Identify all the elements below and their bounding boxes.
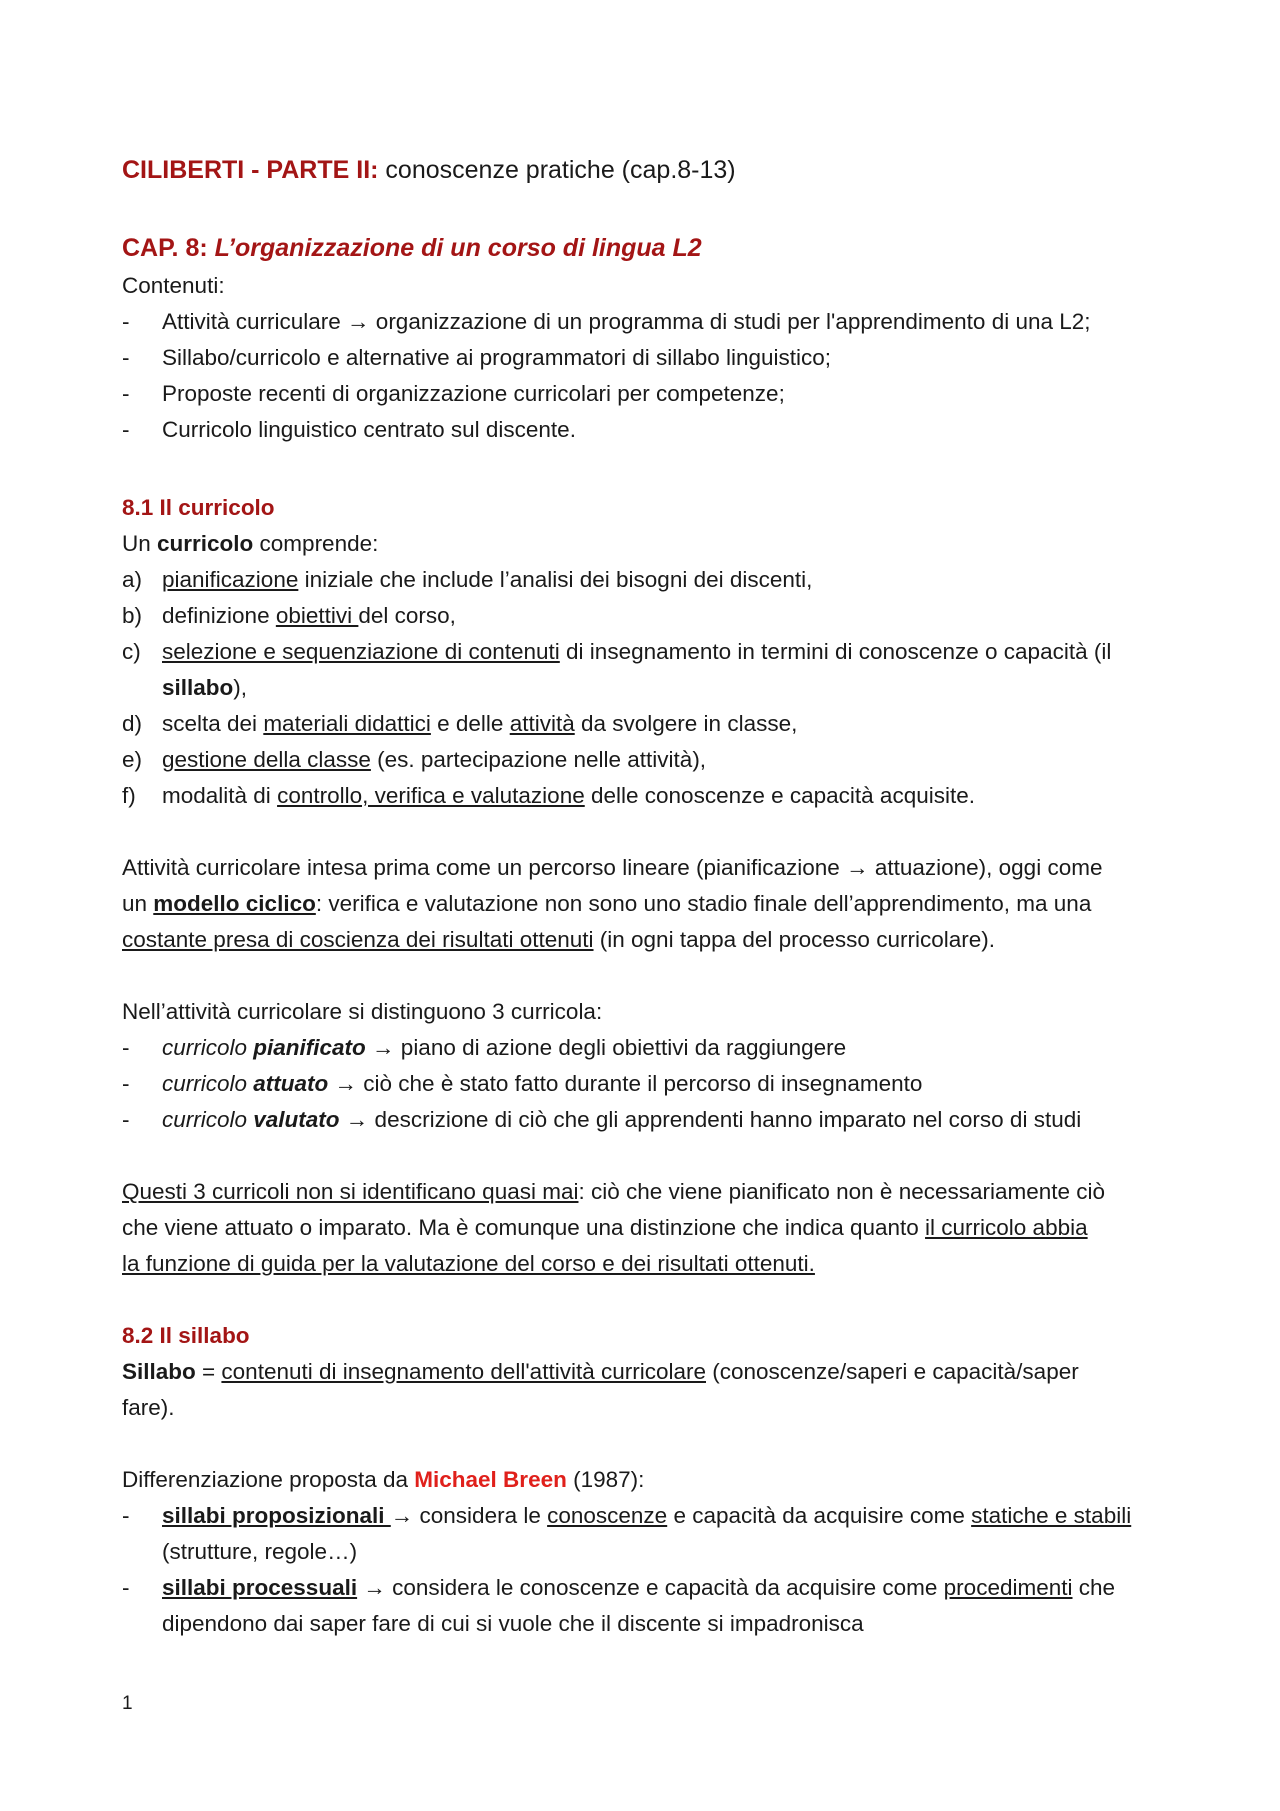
breen-block: Differenziazione proposta da Michael Breen (1987): - sillabi proposizionali → considera le conoscenze e capacità da acquisire come statiche e stabili (strutture, regole…) - sillabi processuali → considera le conoscenze e capacità da acquisire come procedimenti che dipendono dai saper fare di cui si vuole che il discente si impadronisca bbox=[122, 1462, 1167, 1642]
paragraph-curricola: Nell’attività curricolare si distinguono 3 curricola: - curricolo pianificato → piano di azione degli obiettivi da raggiungere - curricolo attuato → ciò che è stato fatto durante il percorso di insegnamento - curricolo valutato → descrizione di ciò che gli apprendenti hanno imparato nel corso di studi bbox=[122, 994, 1167, 1138]
list-item-continuation: dipendono dai saper fare di cui si vuole che il discente si impadronisca bbox=[162, 1611, 864, 1636]
section-heading: 8.1 Il curricolo bbox=[122, 495, 275, 520]
list-item-continuation: (strutture, regole…) bbox=[162, 1539, 358, 1564]
section-8-1 bbox=[122, 490, 1167, 814]
list-item: - curricolo attuato → ciò che è stato fatto durante il percorso di insegnamento bbox=[122, 1071, 923, 1096]
list-item-continuation: sillabo), bbox=[162, 675, 248, 700]
list-item: b) definizione obiettivi del corso, bbox=[122, 603, 456, 628]
list-item: c) selezione e sequenziazione di contenuti di insegnamento in termini di conoscenze o capacità (il bbox=[122, 639, 1112, 664]
section-heading: 8.2 Il sillabo bbox=[122, 1323, 250, 1348]
paragraph-identificano: Questi 3 curricoli non si identificano quasi mai: ciò che viene pianificato non è necessariamente ciò che viene attuato o imparato. Ma è comunque una distinzione che indica quanto il curricolo abbia la funzione di guida per la valutazione del corso e dei risultati ottenuti. bbox=[122, 1179, 1106, 1276]
list-item: d) scelta dei materiali didattici e delle attività da svolgere in classe, bbox=[122, 711, 798, 736]
list-item: - sillabi processuali → considera le conoscenze e capacità da acquisire come procedimenti che bbox=[122, 1575, 1116, 1600]
contents-label: Contenuti: bbox=[122, 273, 225, 298]
curricolo-intro: Un curricolo comprende: bbox=[122, 531, 379, 556]
sillabo-definition: Sillabo = contenuti di insegnamento dell'attività curricolare (conoscenze/saperi e capacità/saper bbox=[122, 1359, 1079, 1384]
list-item: - Proposte recenti di organizzazione curricolari per competenze; bbox=[122, 381, 785, 406]
section-8-2: 8.2 Il sillabo Sillabo = contenuti di insegnamento dell'attività curricolare (conoscenze/saperi e capacità/saper fare). bbox=[122, 1318, 1167, 1426]
list-item: a) pianificazione iniziale che include l’analisi dei bisogni dei discenti, bbox=[122, 567, 813, 592]
document-title: CILIBERTI - PARTE II: conoscenze pratiche (cap.8-13) bbox=[122, 156, 736, 184]
list-item: e) gestione della classe (es. partecipazione nelle attività), bbox=[122, 747, 707, 772]
paragraph-ciclico: Attività curricolare intesa prima come un percorso lineare (pianificazione → attuazione), oggi come un modello ciclico: verifica e valutazione non sono uno stadio finale dell’apprendimento, ma una costante presa di coscienza dei risultati ottenuti (in ogni tappa del processo curricolare). bbox=[122, 855, 1103, 952]
list-item: - curricolo valutato → descrizione di ciò che gli apprendenti hanno imparato nel corso di studi bbox=[122, 1107, 1082, 1132]
chapter-heading: CAP. 8: L’organizzazione di un corso di lingua L2 bbox=[122, 234, 702, 262]
list-item: - Attività curriculare → organizzazione di un programma di studi per l'apprendimento di una L2; bbox=[122, 309, 1091, 334]
list-item: f) modalità di controllo, verifica e valutazione delle conoscenze e capacità acquisite. bbox=[122, 783, 975, 808]
list-item: - Curricolo linguistico centrato sul discente. bbox=[122, 417, 576, 442]
contents-block bbox=[122, 268, 1167, 448]
list-item: - sillabi proposizionali → considera le conoscenze e capacità da acquisire come statiche e stabili bbox=[122, 1503, 1132, 1528]
page-number: 1 bbox=[122, 1693, 133, 1714]
list-item: - Sillabo/curricolo e alternative ai programmatori di sillabo linguistico; bbox=[122, 345, 832, 370]
list-item: - curricolo pianificato → piano di azione degli obiettivi da raggiungere bbox=[122, 1035, 847, 1060]
